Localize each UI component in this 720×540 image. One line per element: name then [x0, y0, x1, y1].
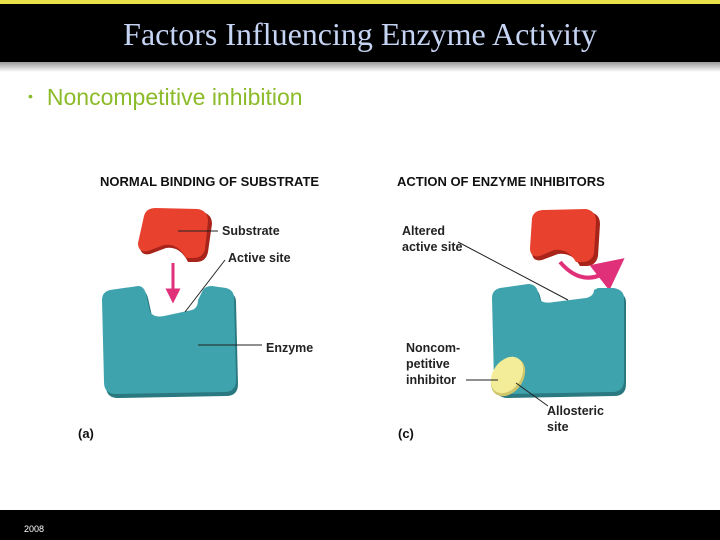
- substrate-label: Substrate: [222, 224, 280, 238]
- allosteric-label-1: Allosteric: [547, 404, 604, 418]
- inhibitor-label-1: Noncom-: [406, 341, 461, 355]
- substrate-shape-c: [530, 209, 600, 266]
- enzyme-shape: [102, 286, 238, 398]
- inhibitor-label-2: petitive: [406, 357, 450, 371]
- panel-c: [397, 174, 626, 441]
- panel-a: [78, 174, 319, 441]
- bullet-dot-icon: •: [28, 88, 33, 104]
- inhibitor-label-3: inhibitor: [406, 373, 456, 387]
- panel-a-letter: (a): [78, 426, 94, 441]
- enzyme-label: Enzyme: [266, 341, 314, 355]
- altered-label-1: Altered: [402, 224, 446, 238]
- substrate-shape: [138, 208, 212, 262]
- footer-year: 2008: [24, 524, 45, 534]
- footer-bar: [0, 510, 720, 540]
- active-site-label: Active site: [228, 251, 291, 265]
- allosteric-label-2: site: [547, 420, 569, 434]
- panel-c-heading: ACTION OF ENZYME INHIBITORS: [397, 174, 605, 189]
- bullet-text: Noncompetitive inhibition: [46, 84, 303, 110]
- altered-label-2: active site: [402, 240, 463, 254]
- panel-c-letter: (c): [398, 426, 414, 441]
- panel-a-heading: NORMAL BINDING OF SUBSTRATE: [100, 174, 320, 189]
- slide-title: Factors Influencing Enzyme Activity: [123, 16, 597, 52]
